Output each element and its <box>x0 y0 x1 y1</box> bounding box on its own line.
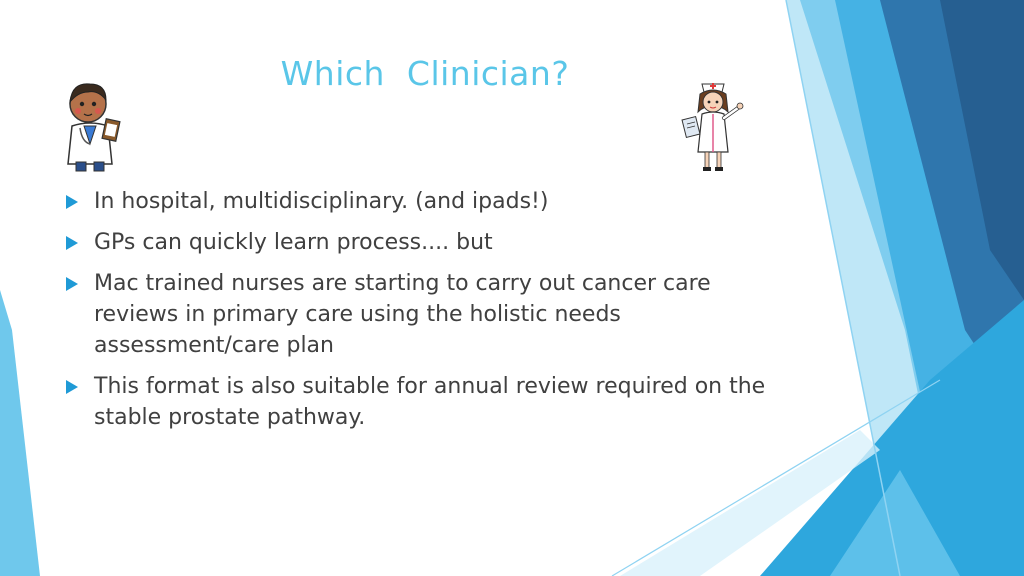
slide-title: Which Clinician? <box>280 54 570 93</box>
bullet-item <box>62 371 782 433</box>
bullet-text: GPs can quickly learn process.... but <box>94 230 493 255</box>
left-edge-shape <box>0 290 40 576</box>
bullet-text: Mac trained nurses are starting to carry out cancer care reviews in primary care using the holistic needs assessment/care plan <box>94 271 711 358</box>
nurse-cartoon-icon <box>672 78 754 174</box>
bullet-list <box>62 186 782 443</box>
triangle-right-icon <box>66 236 78 250</box>
bullet-item <box>62 268 782 361</box>
bullet-text: In hospital, multidisciplinary. (and ipads!) <box>94 189 549 214</box>
triangle-right-icon <box>66 195 78 209</box>
bullet-text: This format is also suitable for annual review required on the stable prostate pathway. <box>94 374 766 430</box>
bullet-item <box>62 186 782 217</box>
bullet-item <box>62 227 782 258</box>
triangle-right-icon <box>66 380 78 394</box>
triangle-right-icon <box>66 277 78 291</box>
doctor-cartoon-icon <box>50 74 130 174</box>
